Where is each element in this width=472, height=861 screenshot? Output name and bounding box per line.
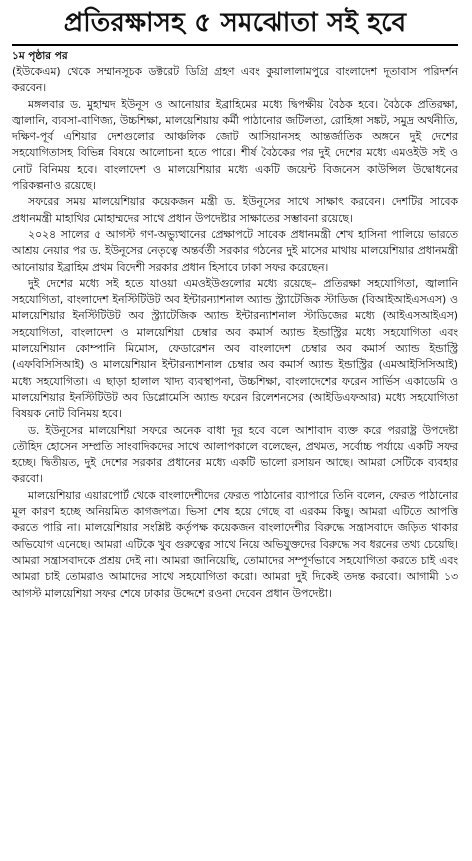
article-paragraph: সফরের সময় মালয়েশিয়ার কয়েকজন মন্ত্রী ড. ইউনূসের সাথে সাক্ষাৎ করবেন। দেশটির সাবেক প্রধানমন্ত্রী মাহাথির মোহাম্মদের সাথে প্রধান উপদেষ্টার সাক্ষাতের সম্ভাবনা রয়েছে। bbox=[12, 195, 458, 225]
article-paragraph: ২০২৪ সালের ৫ আগস্ট গণ-অভ্যুত্থানের প্রেক্ষাপটে সাবেক প্রধানমন্ত্রী শেখ হাসিনা পালিয়ে ভারতে আশ্রয় নেয়ার পর ড. ইউনূসের নেতৃত্বে অন্তর্বর্তী সরকার গঠনের দুই মাসের মাথায় মালয়েশিয়ার প্রধানমন্ত্রী আনোয়ার ইব্রাহিম প্রথম বিদেশী সরকার প্রধান হিসাবে ঢাকা সফর করেছেন। bbox=[12, 227, 458, 274]
article-paragraph: দুই দেশের মধ্যে সই হতে যাওয়া এমওইউগুলোর মধ্যে রয়েছে– প্রতিরক্ষা সহযোগিতা, জ্বালানি সহযোগিতা, বাংলাদেশ ইনস্টিটিউট অব ইন্টারন্যাশনাল অ্যান্ড স্ট্র্যাটেজিক স্টাডিজ (বিআইআইএসএস) ও মালয়েশিয়ার ইনস্টিটিউট অব স্ট্র্যাটেজিক অ্যান্ড ইন্টারন্যাশনাল স্টাডিজের মধ্যে (আইএসআইএস) সহযোগিতা, বাংলাদেশ ও মালয়েশিয়া চেম্বার অব কমার্স অ্যান্ড ইন্ডাস্ট্রির মধ্যে সহযোগিতা এবং মালয়েশিয়ান কোম্পানি মিমোস, ফেডারেশন অব বাংলাদেশ চেম্বার অব কমার্স অ্যান্ড ইন্ডাস্ট্রি (এফবিসিসিআই) ও মালয়েশিয়ান ইন্টারন্যাশনাল চেম্বার অব কমার্স অ্যান্ড ইন্ডাস্ট্রির (এমআইসিসিআই) মধ্যে সহযোগিতা। এ ছাড়া হালাল খাদ্য ব্যবস্থাপনা, উচ্চশিক্ষা, বাংলাদেশের ফরেন সার্ভিস একাডেমি ও মালয়েশিয়ার ইনস্টিটিউট অব ডিপ্লোমেসি অ্যান্ড ফরেন রিলেশনসের (আইডিএফআর) মধ্যে সহযোগিতা বিষয়ক নোট বিনিময় হবে। bbox=[12, 276, 458, 421]
article-paragraph: মঙ্গলবার ড. মুহাম্মদ ইউনূস ও আনোয়ার ইব্রাহিমের মধ্যে দ্বিপক্ষীয় বৈঠক হবে। বৈঠকে প্রতিরক্ষা, জ্বালানি, ব্যবসা-বাণিজ্য, উচ্চশিক্ষা, মালয়েশিয়ায় কর্মী পাঠানোর জটিলতা, রোহিঙ্গা সঙ্কট, সমুদ্র অর্থনীতি, দক্ষিণ-পূর্ব এশিয়ার দেশগুলোর আঞ্চলিক জোট আসিয়ানসহ আন্তর্জাতিক অঙ্গনে দুই দেশের সহযোগিতাসহ বিভিন্ন বিষয়ে আলোচনা হতে পারে। শীর্ষ বৈঠকের পর দুই দেশের মধ্যে এমওইউ সই ও নোট বিনিময় হবে। বাংলাদেশ ও মালয়েশিয়ার মধ্যে একটি জয়েন্ট বিজনেস কাউন্সিল উদ্বোধনের পরিকল্পনাও রয়েছে। bbox=[12, 97, 458, 193]
continuation-label: ১ম পৃষ্ঠার পর bbox=[12, 50, 68, 62]
article-body bbox=[12, 64, 458, 602]
headline-rule bbox=[12, 44, 458, 46]
headline: প্রতিরক্ষাসহ ৫ সমঝোতা সই হবে bbox=[63, 8, 407, 38]
article-paragraph: মালয়েশিয়ার এয়ারপোর্ট থেকে বাংলাদেশীদের ফেরত পাঠানোর ব্যাপারে তিনি বলেন, ফেরত পাঠানোর মূল কারণ হচ্ছে অনিয়মিত কাগজপত্র। ভিসা শেষ হয়ে গেছে বা এরকম কিছু। আমরা এটিতে আপত্তি করতে পারি না। মালয়েশিয়ার সংশ্লিষ্ট কর্তৃপক্ষ কয়েকজন বাংলাদেশীর বিরুদ্ধে সন্ত্রাসবাদে জড়িত থাকার অভিযোগ এনেছে। আমরা এটিকে খুব গুরুত্বের সাথে নিয়ে অভিযুক্তদের বিরুদ্ধে সব ধরনের তথ্য চেয়েছি। আমরা সন্ত্রাসবাদকে প্রশ্রয় দেই না। আমরা জানিয়েছি, তোমাদের সম্পূর্ণভাবে সহযোগিতা করতে চাই এবং আমরা চাই তোমরাও আমাদের সাথে সহযোগিতা করো। আমরা দুই দিকেই তদন্ত করবো। আগামী ১৩ আগস্ট মালয়েশিয়া সফর শেষে ঢাকার উদ্দেশে রওনা দেবেন প্রধান উপদেষ্টা। bbox=[12, 488, 458, 600]
article-paragraph: ড. ইউনূসের মালয়েশিয়া সফরে অনেক বাধা দূর হবে বলে আশাবাদ ব্যক্ত করে পররাষ্ট্র উপদেষ্টা তৌহিদ হোসেন সম্প্রতি সাংবাদিকদের সাথে আলাপকালে বলেছেন, প্রথমত, সর্বোচ্চ পর্যায়ে একটি সফর হচ্ছে। দ্বিতীয়ত, দুই দেশের সরকার প্রধানের মধ্যে একটি ভালো রসায়ন আছে। আমরা সেটিকে ব্যবহার করবো। bbox=[12, 423, 458, 486]
article-paragraph: (ইউকেএম) থেকে সম্মানসূচক ডক্টরেট ডিগ্রি গ্রহণ এবং কুয়ালালামপুরে বাংলাদেশ দূতাবাস পরিদর্শন করবেন। bbox=[12, 65, 458, 95]
